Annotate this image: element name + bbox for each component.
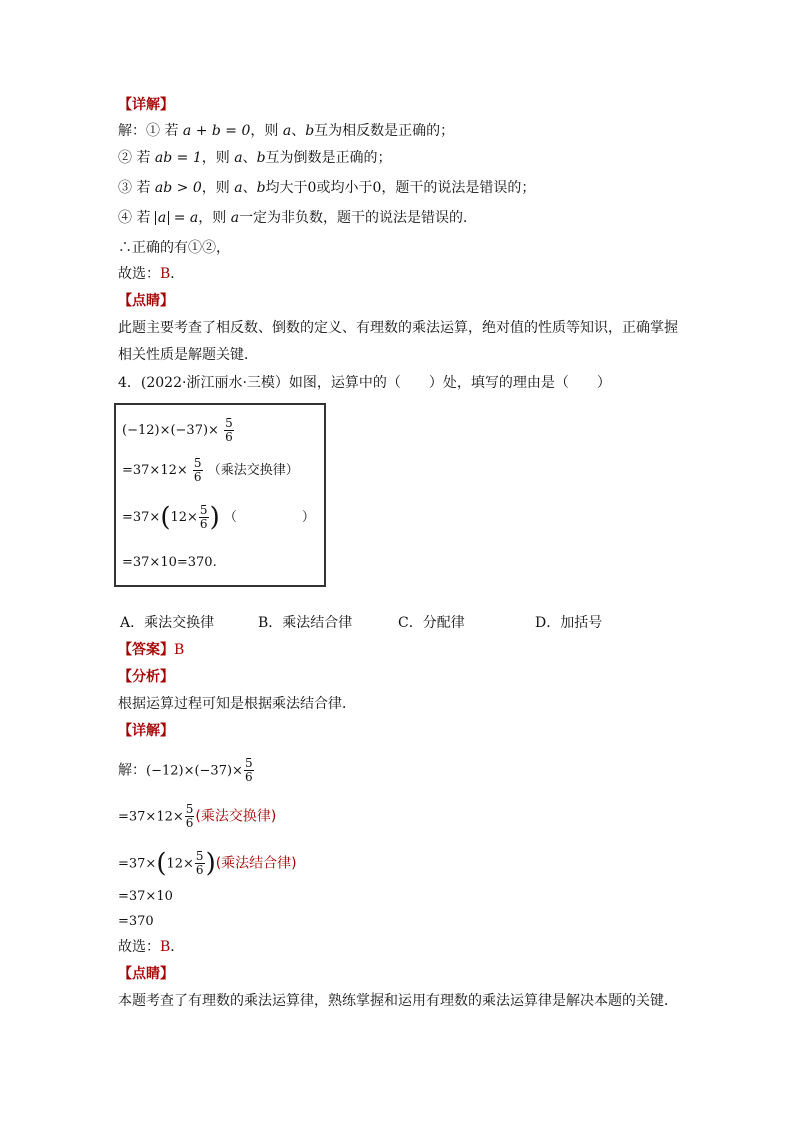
comment-text-1a: 此题主要考查了相反数、倒数的定义、有理数的乘法运算，绝对值的性质等知识，正确掌握 bbox=[118, 320, 678, 336]
zero: 0 bbox=[307, 180, 317, 196]
absolute-value: a bbox=[155, 211, 169, 225]
text: ． bbox=[170, 266, 185, 282]
fraction bbox=[185, 803, 195, 830]
numerator: 5 bbox=[185, 802, 194, 816]
text: ，则 bbox=[250, 123, 279, 139]
answer-heading: 【答案】 bbox=[118, 642, 174, 658]
solution-line-5: ∴正确的有①②， bbox=[118, 240, 230, 256]
comment-text-2: 本题考查了有理数的乘法运算律，熟练掌握和运用有理数的乘法运算律是解决本题的关键． bbox=[118, 993, 678, 1009]
expr: (−12)×(−37)× bbox=[146, 763, 243, 779]
text: ． bbox=[170, 939, 185, 955]
text: 、 bbox=[291, 123, 306, 139]
text: ② 若 bbox=[118, 150, 151, 166]
comment-heading-2: 【点睛】 bbox=[118, 966, 174, 982]
text: ③ 若 bbox=[118, 180, 151, 196]
option-d[interactable]: D．加括号 bbox=[535, 615, 603, 631]
option-c[interactable]: C．分配律 bbox=[398, 615, 465, 631]
reason-note: (乘法结合律) bbox=[215, 855, 297, 872]
text: 互为相反数是正确的； bbox=[314, 123, 455, 139]
fraction bbox=[244, 757, 254, 784]
var-b: b bbox=[256, 180, 266, 196]
text: ，则 bbox=[198, 210, 227, 226]
text: 、 bbox=[242, 150, 257, 166]
zero: 0 bbox=[372, 180, 382, 196]
expr: =37× bbox=[122, 510, 161, 525]
option-b[interactable]: B．乘法结合律 bbox=[258, 615, 353, 631]
detail-heading-2: 【详解】 bbox=[118, 723, 174, 739]
answer-letter: B bbox=[160, 266, 171, 282]
text: 故选： bbox=[118, 939, 160, 955]
var-b: b bbox=[256, 150, 266, 166]
text: ，题干的说法是错误的； bbox=[381, 180, 536, 196]
paren-left: ( bbox=[156, 848, 167, 879]
comment-text-1b: 相关性质是解题关键． bbox=[118, 347, 258, 363]
expr: =37×10=370 bbox=[122, 555, 213, 570]
paren-right: ) bbox=[209, 502, 220, 533]
var-a: a bbox=[230, 210, 240, 226]
detail-row-1 bbox=[118, 757, 255, 784]
analysis-text: 根据运算过程可知是根据乘法结合律． bbox=[118, 696, 356, 712]
equation: ab > 0 bbox=[154, 180, 202, 196]
denominator: 6 bbox=[195, 863, 204, 877]
detail-heading-1: 【详解】 bbox=[118, 97, 174, 113]
denominator: 6 bbox=[225, 430, 233, 444]
text: 或均小于 bbox=[316, 180, 373, 196]
paren-left: ( bbox=[160, 502, 171, 533]
numerator: 5 bbox=[193, 456, 202, 470]
solution-line-1 bbox=[118, 121, 454, 141]
answer-letter: B bbox=[160, 939, 171, 955]
question-4-stem: 4．(2022·浙江丽水·三模）如图，运算中的（ ）处，填写的理由是（ ） bbox=[118, 375, 611, 391]
equation: = a bbox=[173, 210, 199, 226]
expr: 12× bbox=[170, 510, 198, 525]
option-a[interactable]: A．乘法交换律 bbox=[120, 615, 215, 631]
figure-row-3 bbox=[122, 504, 315, 531]
detail-row-4: =37×10 bbox=[118, 889, 173, 904]
text: 均大于 bbox=[265, 180, 308, 196]
numerator: 5 bbox=[199, 503, 208, 517]
fraction bbox=[195, 850, 205, 877]
expr: 12× bbox=[166, 856, 194, 872]
equation: ab = 1 bbox=[154, 150, 202, 166]
text: ④ 若 bbox=[118, 210, 151, 226]
text: 一定为非负数，题干的说法是错误的． bbox=[239, 210, 478, 226]
text: 故选： bbox=[118, 266, 160, 282]
choose-line-1 bbox=[118, 264, 184, 284]
var-a: a bbox=[282, 123, 292, 139]
comment-heading-1: 【点睛】 bbox=[118, 293, 174, 309]
solution-line-4 bbox=[118, 208, 477, 228]
numerator: 5 bbox=[195, 849, 204, 863]
expr: (−12)×(−37)× bbox=[122, 423, 219, 438]
numerator: 5 bbox=[244, 756, 253, 770]
text: 互为倒数是正确的； bbox=[265, 150, 392, 166]
var-b: b bbox=[305, 123, 315, 139]
equation: a + b = 0 bbox=[182, 123, 251, 139]
reason-note: (乘法交换律) bbox=[195, 808, 277, 825]
denominator: 6 bbox=[193, 470, 202, 484]
expr: =37×12× bbox=[122, 463, 188, 478]
calculation-figure bbox=[114, 403, 326, 587]
reason-note: （乘法交换律） bbox=[207, 463, 299, 478]
text: ，则 bbox=[201, 180, 230, 196]
var-a: a bbox=[234, 150, 243, 166]
fraction bbox=[199, 504, 209, 531]
denominator: 6 bbox=[244, 770, 253, 784]
figure-row-1 bbox=[122, 417, 235, 444]
reason-blank: （ ） bbox=[223, 510, 315, 525]
text: 解： bbox=[118, 762, 146, 779]
figure-row-2 bbox=[122, 457, 299, 484]
detail-row-3 bbox=[118, 850, 297, 877]
fraction bbox=[193, 457, 203, 484]
text: 、 bbox=[242, 180, 257, 196]
expr: =37× bbox=[118, 856, 157, 872]
choose-line-2 bbox=[118, 937, 184, 957]
answer-line bbox=[118, 640, 184, 660]
detail-row-2 bbox=[118, 803, 276, 830]
solution-line-3 bbox=[118, 178, 535, 198]
period: . bbox=[212, 555, 217, 570]
answer-value: B bbox=[174, 642, 185, 658]
detail-row-5: =370 bbox=[118, 914, 154, 929]
denominator: 6 bbox=[185, 816, 194, 830]
denominator: 6 bbox=[199, 517, 208, 531]
fraction bbox=[224, 417, 234, 444]
text: 解：① 若 bbox=[118, 123, 179, 139]
solution-line-2 bbox=[118, 148, 392, 168]
numerator: 5 bbox=[225, 416, 233, 430]
expr: =37×12× bbox=[118, 809, 184, 825]
paren-right: ) bbox=[205, 848, 216, 879]
var-a: a bbox=[234, 180, 243, 196]
figure-row-4 bbox=[122, 555, 217, 570]
analysis-heading: 【分析】 bbox=[118, 669, 174, 685]
text: ，则 bbox=[201, 150, 230, 166]
